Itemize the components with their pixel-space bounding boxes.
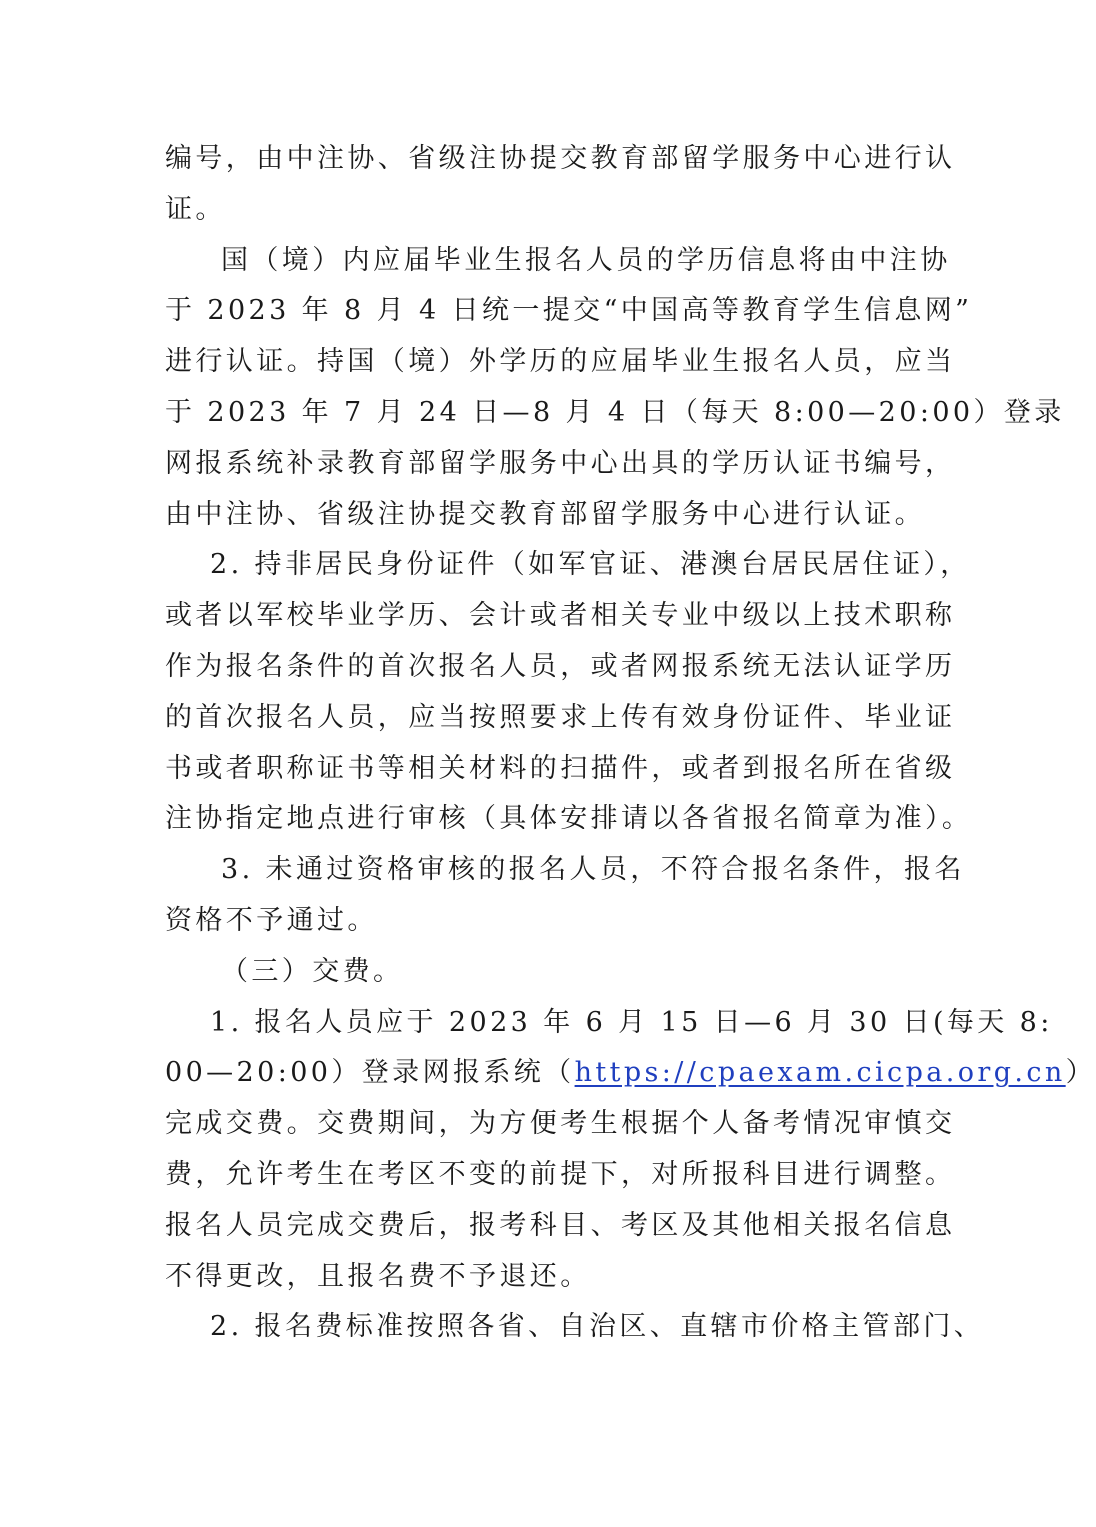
paragraph-payment-item-2 [165, 1302, 985, 1353]
text-line: （三）交费。 [221, 955, 404, 987]
text-line: 3. 未通过资格审核的报名人员，不符合报名条件，报名 [221, 854, 965, 886]
text-line: 由中注协、省级注协提交教育部留学服务中心进行认证。 [165, 498, 925, 530]
text-line: 的首次报名人员，应当按照要求上传有效身份证件、毕业证 [165, 701, 956, 733]
paragraph-domestic-graduates [165, 236, 1065, 541]
text-line: 资格不予通过。 [165, 904, 378, 936]
paragraph-item-3-failed-review [165, 845, 965, 947]
text-line: 编号，由中注协、省级注协提交教育部留学服务中心进行认 [165, 143, 956, 174]
text-line: 作为报名条件的首次报名人员，或者网报系统无法认证学历 [165, 650, 956, 682]
text-line: 2. 持非居民身份证件（如军官证、港澳台居民居住证）， [210, 549, 971, 581]
text-line: 报名人员完成交费后，报考科目、考区及其他相关报名信息 [165, 1209, 956, 1241]
section-heading-payment [165, 947, 915, 998]
text-line: 于 2023 年 8 月 4 日统一提交“中国高等教育学生信息网” [165, 295, 973, 327]
document-body [165, 134, 1096, 1353]
text-line-with-link [165, 1048, 1096, 1099]
text-line: 证。 [165, 193, 226, 225]
text-line: 于 2023 年 7 月 24 日—8 月 4 日（每天 8:00—20:00）登录 [165, 396, 1065, 428]
paragraph-cert-number [165, 134, 956, 236]
text-line: 书或者职称证书等相关材料的扫描件，或者到报名所在省级 [165, 752, 956, 784]
text-line: 1. 报名人员应于 2023 年 6 月 15 日—6 月 30 日(每天 8: [210, 1006, 1053, 1038]
text-line: 2. 报名费标准按照各省、自治区、直辖市价格主管部门、 [210, 1311, 985, 1343]
link-suffix-text: ） [1065, 1057, 1096, 1089]
text-line: 费，允许考生在考区不变的前提下，对所报科目进行调整。 [165, 1158, 956, 1190]
link-prefix-text: 00—20:00）登录网报系统（ [165, 1057, 575, 1089]
text-line: 或者以军校毕业学历、会计或者相关专业中级以上技术职称 [165, 600, 956, 632]
text-line: 完成交费。交费期间，为方便考生根据个人备考情况审慎交 [165, 1108, 956, 1140]
text-line: 不得更改，且报名费不予退还。 [165, 1260, 591, 1292]
text-line: 国（境）内应届毕业生报名人员的学历信息将由中注协 [221, 244, 951, 276]
paragraph-payment-item-1 [165, 998, 1096, 1303]
text-line: 注协指定地点进行审核（具体安排请以各省报名简章为准）。 [165, 803, 973, 835]
text-line: 进行认证。持国（境）外学历的应届毕业生报名人员，应当 [165, 346, 956, 378]
paragraph-item-2-non-resident-id [165, 540, 973, 845]
cpaexam-website-link[interactable]: https://cpaexam.cicpa.org.cn [574, 1057, 1066, 1089]
text-line: 网报系统补录教育部留学服务中心出具的学历认证书编号， [165, 447, 956, 479]
